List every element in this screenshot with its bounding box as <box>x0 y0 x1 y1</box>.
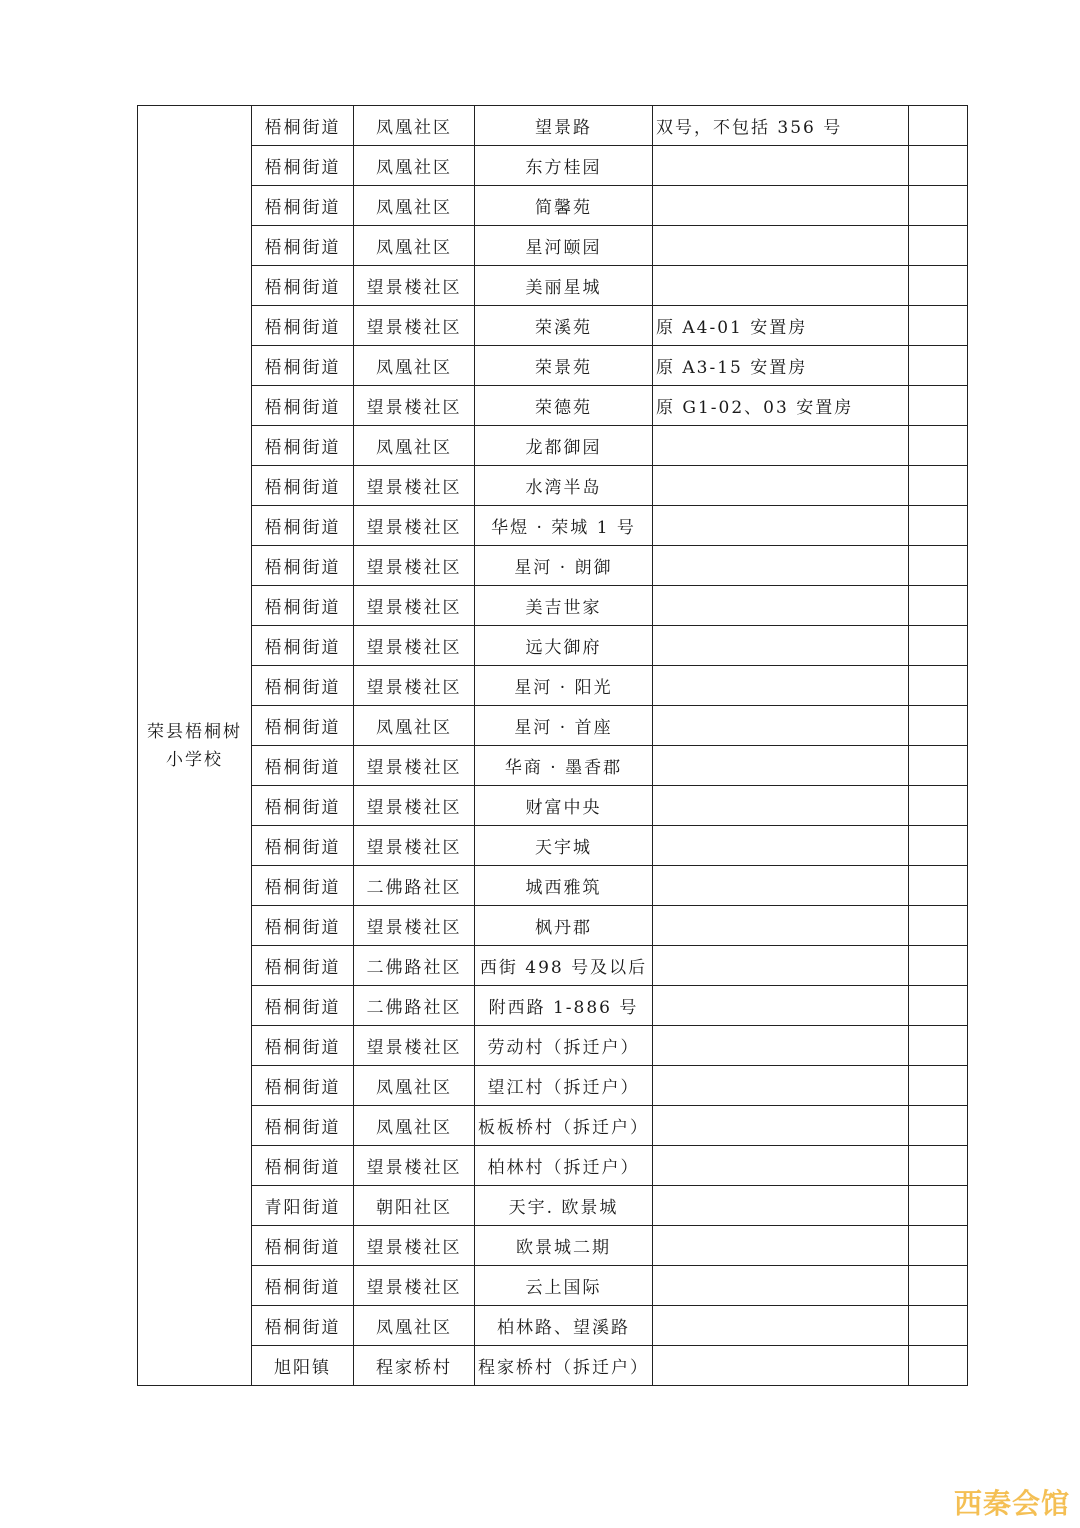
table-row <box>138 626 968 666</box>
community-cell: 二佛路社区 <box>354 986 475 1026</box>
table-row <box>138 106 968 146</box>
table-row <box>138 146 968 186</box>
note-cell <box>653 546 909 586</box>
community-cell: 望景楼社区 <box>354 306 475 346</box>
extra-cell <box>909 1026 968 1066</box>
area-cell: 天宇. 欧景城 <box>475 1186 653 1226</box>
table-row <box>138 466 968 506</box>
area-cell: 华商 · 墨香郡 <box>475 746 653 786</box>
extra-cell <box>909 666 968 706</box>
community-cell: 凤凰社区 <box>354 146 475 186</box>
area-cell: 枫丹郡 <box>475 906 653 946</box>
street-cell: 梧桐街道 <box>252 546 354 586</box>
area-cell: 远大御府 <box>475 626 653 666</box>
community-cell: 程家桥村 <box>354 1346 475 1386</box>
note-cell <box>653 146 909 186</box>
community-cell: 凤凰社区 <box>354 706 475 746</box>
area-cell: 星河 · 朗御 <box>475 546 653 586</box>
street-cell: 梧桐街道 <box>252 586 354 626</box>
area-cell: 美丽星城 <box>475 266 653 306</box>
community-cell: 望景楼社区 <box>354 1146 475 1186</box>
area-cell: 西街 498 号及以后 <box>475 946 653 986</box>
street-cell: 梧桐街道 <box>252 186 354 226</box>
community-cell: 望景楼社区 <box>354 506 475 546</box>
community-cell: 望景楼社区 <box>354 546 475 586</box>
area-cell: 天宇城 <box>475 826 653 866</box>
extra-cell <box>909 586 968 626</box>
table-row <box>138 826 968 866</box>
table-row <box>138 1266 968 1306</box>
extra-cell <box>909 146 968 186</box>
street-cell: 梧桐街道 <box>252 946 354 986</box>
note-cell <box>653 466 909 506</box>
area-cell: 华煜 · 荣城 1 号 <box>475 506 653 546</box>
street-cell: 梧桐街道 <box>252 1026 354 1066</box>
extra-cell <box>909 386 968 426</box>
street-cell: 梧桐街道 <box>252 746 354 786</box>
table-row <box>138 586 968 626</box>
area-cell: 劳动村（拆迁户） <box>475 1026 653 1066</box>
extra-cell <box>909 1306 968 1346</box>
table-row <box>138 186 968 226</box>
note-cell <box>653 706 909 746</box>
community-cell: 望景楼社区 <box>354 1266 475 1306</box>
note-cell <box>653 906 909 946</box>
street-cell: 梧桐街道 <box>252 706 354 746</box>
school-name-cell: 荣县梧桐树小学校 <box>138 106 252 1386</box>
street-cell: 梧桐街道 <box>252 506 354 546</box>
area-cell: 云上国际 <box>475 1266 653 1306</box>
extra-cell <box>909 506 968 546</box>
area-cell: 龙都御园 <box>475 426 653 466</box>
area-cell: 荣景苑 <box>475 346 653 386</box>
community-cell: 朝阳社区 <box>354 1186 475 1226</box>
community-cell: 凤凰社区 <box>354 186 475 226</box>
street-cell: 梧桐街道 <box>252 666 354 706</box>
community-cell: 凤凰社区 <box>354 106 475 146</box>
extra-cell <box>909 186 968 226</box>
area-cell: 望江村（拆迁户） <box>475 1066 653 1106</box>
street-cell: 梧桐街道 <box>252 866 354 906</box>
note-cell <box>653 586 909 626</box>
note-cell <box>653 786 909 826</box>
extra-cell <box>909 1346 968 1386</box>
note-cell <box>653 226 909 266</box>
street-cell: 梧桐街道 <box>252 226 354 266</box>
community-cell: 望景楼社区 <box>354 626 475 666</box>
extra-cell <box>909 106 968 146</box>
street-cell: 梧桐街道 <box>252 906 354 946</box>
area-cell: 星河颐园 <box>475 226 653 266</box>
area-cell: 星河 · 首座 <box>475 706 653 746</box>
extra-cell <box>909 1266 968 1306</box>
note-cell <box>653 1306 909 1346</box>
extra-cell <box>909 906 968 946</box>
community-cell: 凤凰社区 <box>354 346 475 386</box>
note-cell: 原 A4-01 安置房 <box>653 306 909 346</box>
area-cell: 荣溪苑 <box>475 306 653 346</box>
street-cell: 梧桐街道 <box>252 1146 354 1186</box>
street-cell: 梧桐街道 <box>252 306 354 346</box>
extra-cell <box>909 306 968 346</box>
street-cell: 梧桐街道 <box>252 146 354 186</box>
table-row <box>138 1066 968 1106</box>
table-row <box>138 386 968 426</box>
community-cell: 望景楼社区 <box>354 746 475 786</box>
community-cell: 二佛路社区 <box>354 946 475 986</box>
table-row <box>138 546 968 586</box>
street-cell: 梧桐街道 <box>252 386 354 426</box>
extra-cell <box>909 866 968 906</box>
extra-cell <box>909 986 968 1026</box>
community-cell: 望景楼社区 <box>354 386 475 426</box>
table-row <box>138 1306 968 1346</box>
community-cell: 望景楼社区 <box>354 666 475 706</box>
street-cell: 梧桐街道 <box>252 1266 354 1306</box>
area-cell: 板板桥村（拆迁户） <box>475 1106 653 1146</box>
extra-cell <box>909 426 968 466</box>
area-cell: 财富中央 <box>475 786 653 826</box>
street-cell: 梧桐街道 <box>252 426 354 466</box>
extra-cell <box>909 266 968 306</box>
table-row <box>138 1146 968 1186</box>
extra-cell <box>909 1146 968 1186</box>
table-row <box>138 866 968 906</box>
table-row <box>138 226 968 266</box>
area-cell: 附西路 1-886 号 <box>475 986 653 1026</box>
note-cell: 原 G1-02、03 安置房 <box>653 386 909 426</box>
extra-cell <box>909 546 968 586</box>
street-cell: 梧桐街道 <box>252 346 354 386</box>
area-cell: 程家桥村（拆迁户） <box>475 1346 653 1386</box>
community-cell: 凤凰社区 <box>354 1106 475 1146</box>
extra-cell <box>909 706 968 746</box>
street-cell: 梧桐街道 <box>252 786 354 826</box>
extra-cell <box>909 346 968 386</box>
table-row <box>138 666 968 706</box>
community-cell: 凤凰社区 <box>354 426 475 466</box>
note-cell <box>653 666 909 706</box>
street-cell: 梧桐街道 <box>252 986 354 1026</box>
table-row <box>138 346 968 386</box>
note-cell <box>653 1146 909 1186</box>
table-row <box>138 306 968 346</box>
extra-cell <box>909 626 968 666</box>
street-cell: 梧桐街道 <box>252 1226 354 1266</box>
area-cell: 望景路 <box>475 106 653 146</box>
watermark-logo: 西秦会馆 <box>953 1487 1070 1520</box>
community-cell: 望景楼社区 <box>354 466 475 506</box>
community-cell: 望景楼社区 <box>354 266 475 306</box>
note-cell <box>653 746 909 786</box>
extra-cell <box>909 746 968 786</box>
extra-cell <box>909 1066 968 1106</box>
area-cell: 柏林路、望溪路 <box>475 1306 653 1346</box>
note-cell <box>653 506 909 546</box>
community-cell: 凤凰社区 <box>354 226 475 266</box>
community-cell: 望景楼社区 <box>354 906 475 946</box>
community-cell: 望景楼社区 <box>354 1226 475 1266</box>
table-row <box>138 1186 968 1226</box>
note-cell <box>653 826 909 866</box>
note-cell <box>653 266 909 306</box>
community-cell: 望景楼社区 <box>354 1026 475 1066</box>
table-row <box>138 1026 968 1066</box>
area-cell: 荣德苑 <box>475 386 653 426</box>
extra-cell <box>909 466 968 506</box>
note-cell <box>653 186 909 226</box>
table-row <box>138 1226 968 1266</box>
table-row <box>138 706 968 746</box>
table-row <box>138 1346 968 1386</box>
note-cell: 原 A3-15 安置房 <box>653 346 909 386</box>
street-cell: 梧桐街道 <box>252 1106 354 1146</box>
extra-cell <box>909 946 968 986</box>
table-row <box>138 786 968 826</box>
note-cell <box>653 946 909 986</box>
table-row <box>138 946 968 986</box>
community-cell: 凤凰社区 <box>354 1306 475 1346</box>
note-cell <box>653 626 909 666</box>
table-row <box>138 506 968 546</box>
note-cell <box>653 1186 909 1226</box>
extra-cell <box>909 826 968 866</box>
extra-cell <box>909 226 968 266</box>
area-cell: 水湾半岛 <box>475 466 653 506</box>
community-cell: 望景楼社区 <box>354 786 475 826</box>
extra-cell <box>909 786 968 826</box>
table-row <box>138 1106 968 1146</box>
note-cell <box>653 426 909 466</box>
street-cell: 梧桐街道 <box>252 266 354 306</box>
street-cell: 梧桐街道 <box>252 106 354 146</box>
area-cell: 城西雅筑 <box>475 866 653 906</box>
community-cell: 望景楼社区 <box>354 826 475 866</box>
street-cell: 梧桐街道 <box>252 1066 354 1106</box>
table-body <box>138 106 968 1386</box>
street-cell: 梧桐街道 <box>252 826 354 866</box>
school-zone-table <box>137 105 968 1386</box>
table-row <box>138 746 968 786</box>
table-row <box>138 906 968 946</box>
note-cell <box>653 1106 909 1146</box>
community-cell: 望景楼社区 <box>354 586 475 626</box>
area-cell: 东方桂园 <box>475 146 653 186</box>
table-row <box>138 986 968 1026</box>
area-cell: 美吉世家 <box>475 586 653 626</box>
street-cell: 青阳街道 <box>252 1186 354 1226</box>
note-cell <box>653 986 909 1026</box>
note-cell <box>653 1026 909 1066</box>
extra-cell <box>909 1186 968 1226</box>
community-cell: 二佛路社区 <box>354 866 475 906</box>
note-cell <box>653 1266 909 1306</box>
street-cell: 梧桐街道 <box>252 466 354 506</box>
note-cell: 双号，不包括 356 号 <box>653 106 909 146</box>
area-cell: 欧景城二期 <box>475 1226 653 1266</box>
note-cell <box>653 1066 909 1106</box>
area-cell: 简馨苑 <box>475 186 653 226</box>
area-cell: 柏林村（拆迁户） <box>475 1146 653 1186</box>
note-cell <box>653 866 909 906</box>
note-cell <box>653 1226 909 1266</box>
street-cell: 梧桐街道 <box>252 1306 354 1346</box>
extra-cell <box>909 1106 968 1146</box>
note-cell <box>653 1346 909 1386</box>
extra-cell <box>909 1226 968 1266</box>
table-row <box>138 426 968 466</box>
community-cell: 凤凰社区 <box>354 1066 475 1106</box>
area-cell: 星河 · 阳光 <box>475 666 653 706</box>
street-cell: 旭阳镇 <box>252 1346 354 1386</box>
table-row <box>138 266 968 306</box>
street-cell: 梧桐街道 <box>252 626 354 666</box>
